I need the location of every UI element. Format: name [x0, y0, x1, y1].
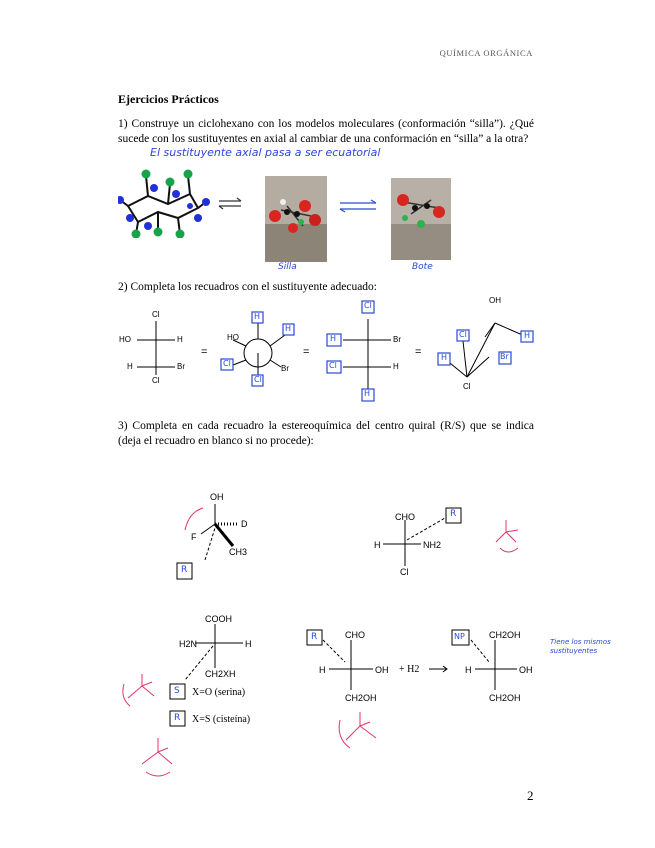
newman-box-top: H: [254, 312, 261, 321]
newman-box-left: Cl: [223, 359, 231, 368]
m3-label1: X=O (serina): [192, 687, 246, 698]
m4-h: H: [319, 665, 326, 675]
m4-box-right: NP: [454, 632, 465, 641]
m1-f: F: [191, 532, 197, 542]
f2-box-bottom: H: [364, 389, 371, 398]
equilibrium-arrows-1: [215, 195, 245, 211]
m1-ch3: CH3: [229, 547, 248, 557]
question-1-text: 1) Construye un ciclohexano con los modelos moleculares (conformación “silla”). ¿Qué sucede con los sustituyentes en axial al cambiar de una conformación en “silla” a la otra?: [118, 118, 534, 145]
sawhorse-box3: H: [441, 353, 448, 362]
m4-r-ch2oh-bot: CH2OH: [489, 693, 521, 703]
label-bote: Bote: [412, 262, 433, 272]
m4-r-h: H: [465, 665, 472, 675]
m4-ch2oh: CH2OH: [345, 693, 377, 703]
question-2-text: 2) Completa los recuadros con el sustituyente adecuado:: [118, 281, 377, 293]
sawhorse-bottom: Cl: [463, 382, 471, 391]
m3-ch2xh: CH2XH: [205, 669, 236, 679]
newman-box-bottom: Cl: [254, 375, 262, 384]
m3-label2: X=S (cisteína): [192, 714, 251, 725]
sawhorse-box4: Br: [500, 352, 509, 361]
m3-h2n: H2N: [179, 639, 198, 649]
f2-box-left: H: [330, 334, 337, 343]
m2-nh2: NH2: [423, 540, 442, 550]
m4-r-ch2oh-top: CH2OH: [489, 630, 521, 640]
f2-right2: H: [393, 362, 399, 371]
equals-3: =: [415, 346, 422, 358]
m4-box: R: [311, 632, 318, 642]
f2-right: Br: [393, 335, 401, 344]
m1-oh: OH: [210, 492, 224, 502]
question-1-answer: El sustituyente axial pasa a ser ecuatorial: [150, 146, 381, 159]
f1-right2: Br: [177, 362, 185, 371]
m4-cho: CHO: [345, 630, 365, 640]
f1-left: HO: [119, 335, 131, 344]
m4-plus-h2: + H2: [399, 664, 420, 675]
m2-cho: CHO: [395, 512, 415, 522]
photo-boat-model: [391, 178, 451, 260]
sawhorse-box2: H: [524, 331, 531, 340]
annotation-sketch-3: [128, 732, 184, 780]
m1-box: R: [181, 565, 188, 575]
equals-1: =: [201, 346, 208, 358]
equals-2: =: [303, 346, 310, 358]
m3-h: H: [245, 639, 252, 649]
m4-r-oh: OH: [519, 665, 533, 675]
running-header: QUÍMICA ORGÁNICA: [439, 48, 533, 58]
f1-top: Cl: [152, 310, 160, 319]
m3-box2: R: [174, 713, 181, 723]
equilibrium-arrows-2: [336, 198, 380, 214]
m2-cl: Cl: [400, 567, 409, 577]
m3-cooh: COOH: [205, 614, 232, 624]
label-silla: Silla: [278, 262, 297, 272]
f1-bottom: Cl: [152, 376, 160, 385]
annotation-sketch-2: [118, 666, 168, 710]
newman-box-right: H: [285, 324, 292, 333]
f1-right: H: [177, 335, 183, 344]
sawhorse-top: OH: [489, 296, 501, 305]
m4-oh: OH: [375, 665, 389, 675]
section-title: Ejercicios Prácticos: [118, 92, 219, 106]
f2-box-top: Cl: [364, 301, 372, 310]
annotation-sketch-4: [336, 706, 392, 754]
m2-h: H: [374, 540, 381, 550]
m2-box: R: [450, 509, 457, 519]
m1-d: D: [241, 519, 248, 529]
newman-left: HO: [227, 333, 239, 342]
m3-box1: S: [174, 686, 180, 696]
question-3-text: 3) Completa en cada recuadro la estereoquímica del centro quiral (R/S) que se indica (deja el recuadro en blanco si no procede):: [118, 420, 534, 447]
photo-chair-model: [265, 176, 327, 262]
f2-box-left2: Cl: [329, 361, 337, 370]
f1-left2: H: [127, 362, 133, 371]
annotation-sketch-1: [490, 512, 530, 558]
newman-right: Br: [281, 364, 289, 373]
page-number: 2: [527, 788, 534, 803]
m4-note: Tiene los mismos sustituyentes: [550, 638, 611, 655]
sawhorse-box1: Cl: [459, 330, 467, 339]
cyclohexane-chair-model: [118, 166, 210, 238]
